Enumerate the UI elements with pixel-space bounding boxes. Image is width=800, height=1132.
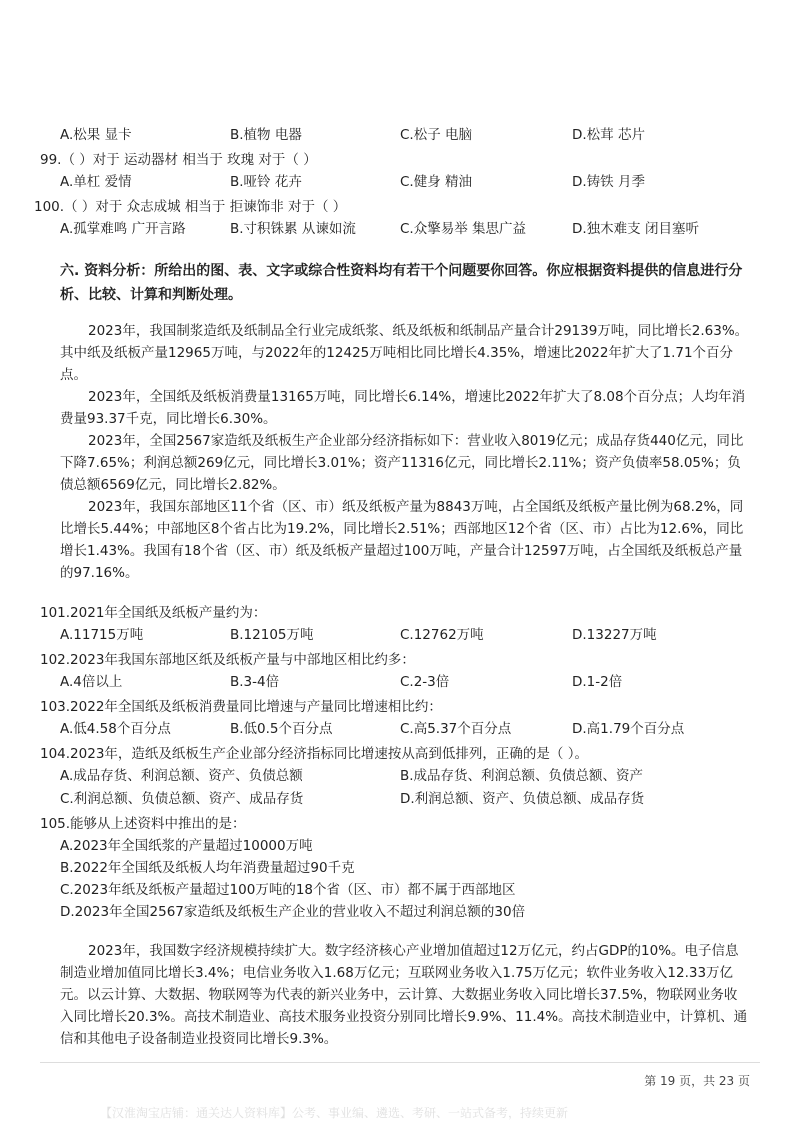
q103-option-d: D.高1.79个百分点 <box>572 721 685 737</box>
section-heading: 六. 资料分析：所给出的图、表、文字或综合性资料均有若干个问题要你回答。你应根据资料提供的信息进行分析、比较、计算和判断处理。 <box>60 263 743 303</box>
q100-option-c: C.众擎易举 集思广益 <box>400 221 527 237</box>
q105-option-c: C.2023年纸及纸板产量超过100万吨的18个省（区、市）都不属于西部地区 <box>60 882 516 898</box>
q104-option-b: B.成品存货、利润总额、负债总额、资产 <box>400 768 644 784</box>
q98-option-d: D.松茸 芯片 <box>572 127 645 143</box>
q101-stem: 101.2021年全国纸及纸板产量约为： <box>40 605 267 621</box>
q102-stem: 102.2023年我国东部地区纸及纸板产量与中部地区相比约多： <box>40 652 415 668</box>
q101-option-a: A.11715万吨 <box>60 627 144 643</box>
q100-option-b: B.寸积铢累 从谏如流 <box>230 221 356 237</box>
q98-option-c: C.松子 电脑 <box>400 127 473 143</box>
q104-option-a: A.成品存货、利润总额、资产、负债总额 <box>60 768 303 784</box>
q100-stem: 100.（ ）对于 众志成城 相当于 拒谏饰非 对于（ ） <box>34 199 347 215</box>
q105-option-a: A.2023年全国纸浆的产量超过10000万吨 <box>60 838 313 854</box>
q102-option-a: A.4倍以上 <box>60 674 123 690</box>
q103-options <box>60 717 760 737</box>
q102-option-c: C.2-3倍 <box>400 674 450 690</box>
q104-options-row1 <box>60 764 760 784</box>
q99-option-b: B.哑铃 花卉 <box>230 174 302 190</box>
q100-option-d: D.独木难支 闭目塞听 <box>572 221 699 237</box>
q101-options <box>60 623 760 643</box>
q99-option-c: C.健身 精油 <box>400 174 473 190</box>
q103-stem: 103.2022年全国纸及纸板消费量同比增速与产量同比增速相比约： <box>40 699 442 715</box>
q104-options-row2 <box>60 787 760 807</box>
q100-option-a: A.孤掌难鸣 广开言路 <box>60 221 186 237</box>
q101-option-c: C.12762万吨 <box>400 627 484 643</box>
q105-option-b: B.2022年全国纸及纸板人均年消费量超过90千克 <box>60 860 355 876</box>
q99-stem: 99.（ ）对于 运动器材 相当于 玫瑰 对于（ ） <box>40 152 317 168</box>
q98-option-b: B.植物 电器 <box>230 127 302 143</box>
q102-option-d: D.1-2倍 <box>572 674 623 690</box>
q101-option-d: D.13227万吨 <box>572 627 657 643</box>
q104-option-d: D.利润总额、资产、负债总额、成品存货 <box>400 791 645 807</box>
material1-paragraph-1: 2023年，我国制浆造纸及纸制品全行业完成纸浆、纸及纸板和纸制品产量合计29139万吨，同比增长2.63%。其中纸及纸板产量12965万吨，与2022年的12425万吨相比同比增长4.35%，增速比2022年扩大了1.71个百分点。 <box>60 323 749 383</box>
q104-stem: 104.2023年，造纸及纸板生产企业部分经济指标同比增速按从高到低排列，正确的是（ ）。 <box>40 746 588 762</box>
q103-option-a: A.低4.58个百分点 <box>60 721 171 737</box>
q99-option-a: A.单杠 爱情 <box>60 174 132 190</box>
q98-option-a: A.松果 显卡 <box>60 127 132 143</box>
q99-option-d: D.铸铁 月季 <box>572 174 645 190</box>
q103-option-c: C.高5.37个百分点 <box>400 721 512 737</box>
q102-options <box>60 670 760 690</box>
footer-divider <box>40 1062 760 1063</box>
q102-option-b: B.3-4倍 <box>230 674 280 690</box>
q99-options <box>60 170 760 190</box>
q98-options <box>60 123 760 143</box>
q100-options <box>60 217 760 237</box>
material1-paragraph-2: 2023年，全国纸及纸板消费量13165万吨，同比增长6.14%，增速比2022年扩大了8.08个百分点；人均年消费量93.37千克，同比增长6.30%。 <box>60 389 746 427</box>
watermark-text: 【汉淮淘宝店铺：通关达人资料库】公考、事业编、遴选、考研、一站式备考，持续更新 <box>100 1106 569 1120</box>
q103-option-b: B.低0.5个百分点 <box>230 721 333 737</box>
material1-paragraph-4: 2023年，我国东部地区11个省（区、市）纸及纸板产量为8843万吨，占全国纸及纸板产量比例为68.2%，同比增长5.44%；中部地区8个省占比为19.2%，同比增长2.51%；西部地区12个省（区、市）占比为12.6%，同比增长1.43%。我国有18个省（区、市）纸及纸板产量超过100万吨，产量合计12597万吨，占全国纸及纸板总产量的97.16%。 <box>60 499 744 581</box>
page-number: 第 19 页，共 23 页 <box>644 1074 750 1088</box>
q101-option-b: B.12105万吨 <box>230 627 314 643</box>
q105-option-d: D.2023年全国2567家造纸及纸板生产企业的营业收入不超过利润总额的30倍 <box>60 904 526 920</box>
material2-paragraph-1: 2023年，我国数字经济规模持续扩大。数字经济核心产业增加值超过12万亿元，约占GDP的10%。电子信息制造业增加值同比增长3.4%；电信业务收入1.68万亿元；互联网业务收入1.75万亿元；软件业务收入12.33万亿元。以云计算、大数据、物联网等为代表的新兴业务中，云计算、大数据业务收入同比增长37.5%，物联网业务收入同比增长20.3%。高技术制造业、高技术服务业投资分别同比增长9.9%、11.4%。高技术制造业中，计算机、通信和其他电子设备制造业投资同比增长9.3%。 <box>60 943 748 1047</box>
q104-option-c: C.利润总额、负债总额、资产、成品存货 <box>60 791 304 807</box>
q105-stem: 105.能够从上述资料中推出的是： <box>40 816 246 832</box>
material1-paragraph-3: 2023年，全国2567家造纸及纸板生产企业部分经济指标如下：营业收入8019亿元；成品存货440亿元，同比下降7.65%；利润总额269亿元，同比增长3.01%；资产11316亿元，同比增长2.11%；资产负债率58.05%；负债总额6569亿元，同比增长2.82%。 <box>60 433 744 493</box>
